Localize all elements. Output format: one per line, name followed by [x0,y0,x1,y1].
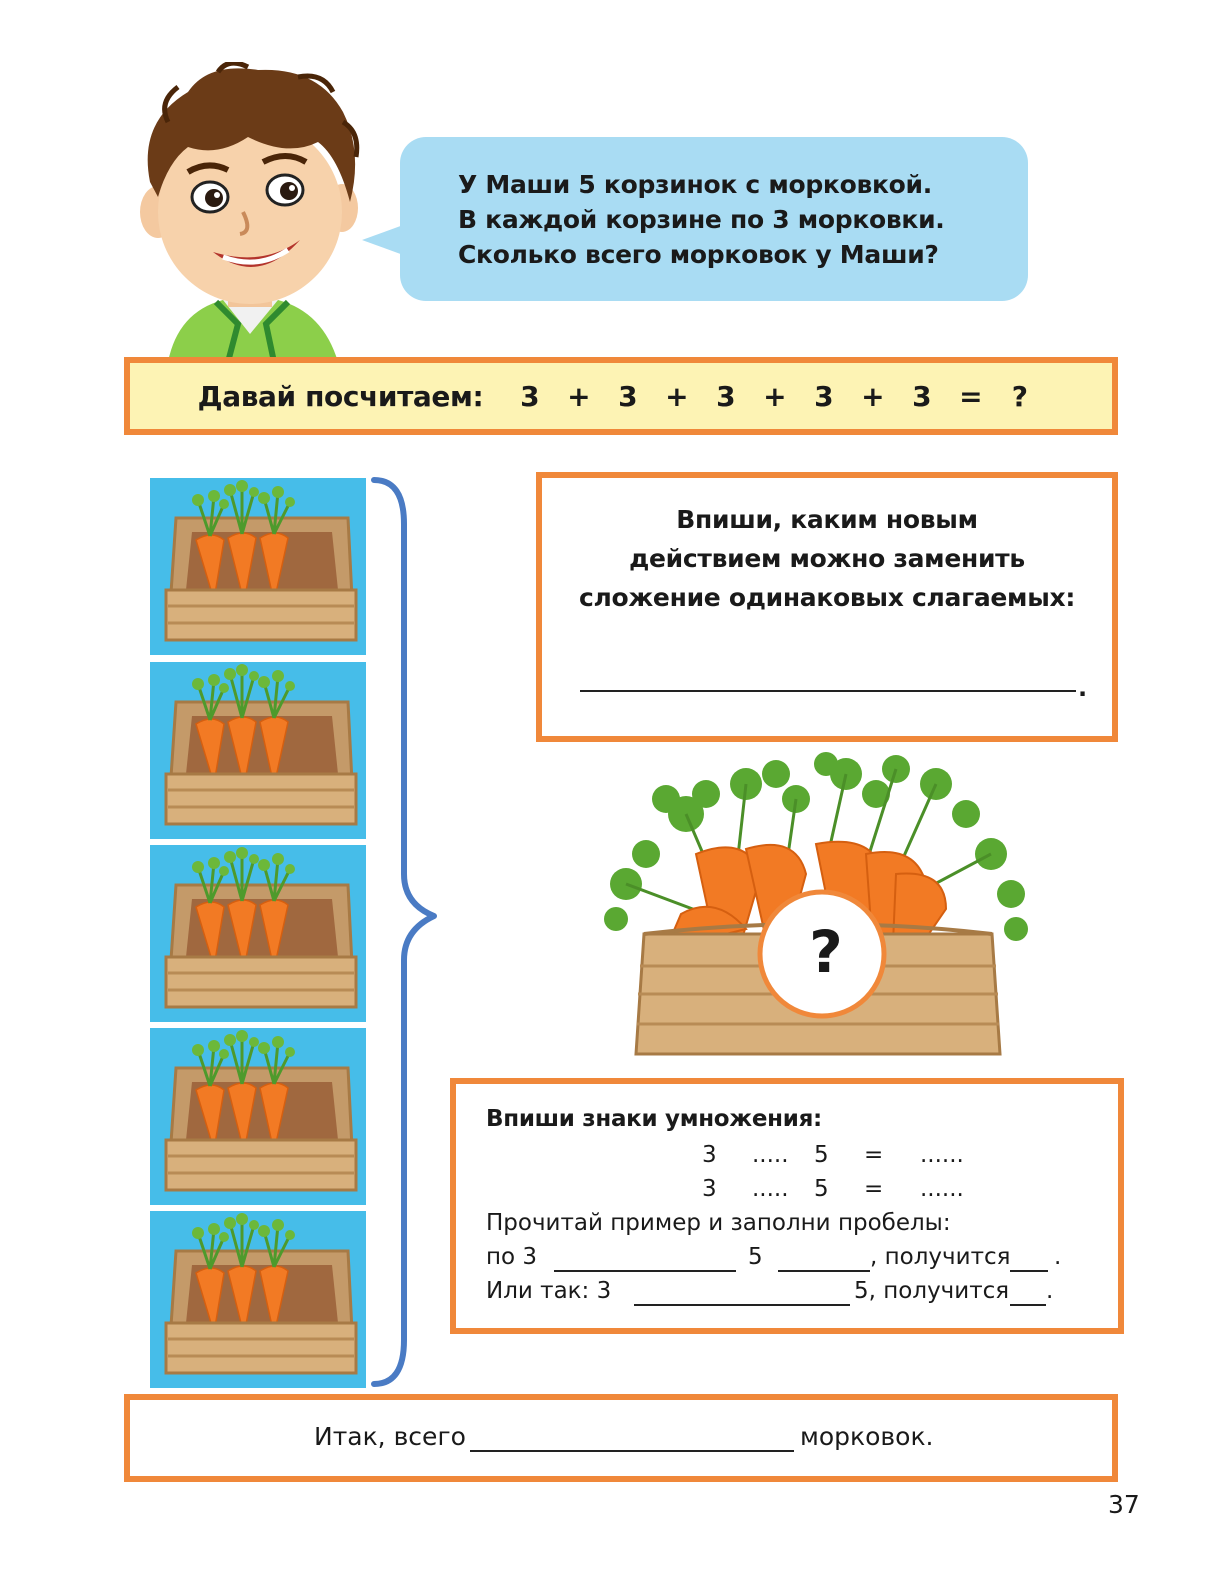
basket-tile-2 [150,662,366,839]
line-a-blank-1[interactable] [554,1270,736,1272]
equation-token: 3 [912,379,932,413]
equation-token: + [665,379,689,413]
mult-op-blank[interactable]: ..... [752,1176,789,1202]
line-a-period: . [1054,1244,1062,1270]
final-answer-blank[interactable] [470,1450,794,1452]
mult-row-1 [692,1142,992,1172]
line-a-part-1: по 3 [486,1244,538,1270]
equation-token: + [567,379,591,413]
page-number: 37 [1108,1490,1140,1519]
task-question-line-3: сложение одинаковых слагаемых: [578,583,1076,612]
mult-result-blank[interactable]: ...... [920,1176,964,1202]
bubble-line-3: Сколько всего морковок у Маши? [458,240,939,269]
task-box-multiplication [450,1078,1124,1334]
equation-token: 3 [814,379,834,413]
mult-op-blank[interactable]: ..... [752,1142,789,1168]
mult-result-blank[interactable]: ...... [920,1142,964,1168]
speech-bubble [400,137,1028,301]
equation-banner [124,357,1118,435]
line-b-period: . [1046,1278,1054,1304]
small-basket-icon [150,662,366,839]
line-b-part-2: 5, получится [854,1278,1010,1304]
line-a-blank-2[interactable] [778,1270,870,1272]
equation-token: + [861,379,885,413]
task-question [542,500,1112,617]
equation-token: + [763,379,787,413]
big-basket-illustration [596,744,1040,1064]
answer-period: . [1078,674,1088,702]
bubble-line-1: У Маши 5 корзинок с морковкой. [458,170,932,199]
basket-tile-1 [150,478,366,655]
small-basket-icon [150,1028,366,1205]
read-instruction: Прочитай пример и заполни пробелы: [486,1210,951,1236]
small-basket-icon [150,1211,366,1388]
mult-eq: = [864,1176,884,1202]
mult-eq: = [864,1142,884,1168]
curly-brace [368,474,448,1390]
equation-token: ? [1011,379,1028,413]
equation-token: = [959,379,983,413]
task-box-operation [536,472,1118,742]
line-a-part-3: , получится [870,1244,1011,1270]
answer-blank[interactable] [580,690,1076,692]
final-answer-box [124,1394,1118,1482]
task-question-line-2: действием можно заменить [629,544,1025,573]
small-basket-icon [150,845,366,1022]
mult-a: 3 [702,1142,717,1168]
line-a-blank-3[interactable] [1010,1270,1048,1272]
final-left-text: Итак, всего [314,1422,466,1451]
basket-tile-4 [150,1028,366,1205]
equation-token: 3 [520,379,540,413]
boy-illustration [128,62,368,362]
basket-tile-3 [150,845,366,1022]
line-b-blank-1[interactable] [634,1304,850,1306]
mult-b: 5 [814,1176,829,1202]
line-a-part-2: 5 [748,1244,763,1270]
task-question-line-1: Впиши, каким новым [676,505,978,534]
line-b-part-1: Или так: 3 [486,1278,612,1304]
task2-title: Впиши знаки умножения: [486,1106,822,1132]
equation-token: 3 [716,379,736,413]
bubble-line-2: В каждой корзине по 3 морковки. [458,205,945,234]
question-badge: ? [809,918,843,986]
mult-b: 5 [814,1142,829,1168]
mult-a: 3 [702,1176,717,1202]
final-right-text: морковок. [800,1422,934,1451]
equation-token: 3 [618,379,638,413]
small-basket-icon [150,478,366,655]
equation-label: Давай посчитаем: [197,379,484,413]
basket-tile-5 [150,1211,366,1388]
mult-row-2 [692,1176,992,1206]
line-b-blank-2[interactable] [1010,1304,1046,1306]
